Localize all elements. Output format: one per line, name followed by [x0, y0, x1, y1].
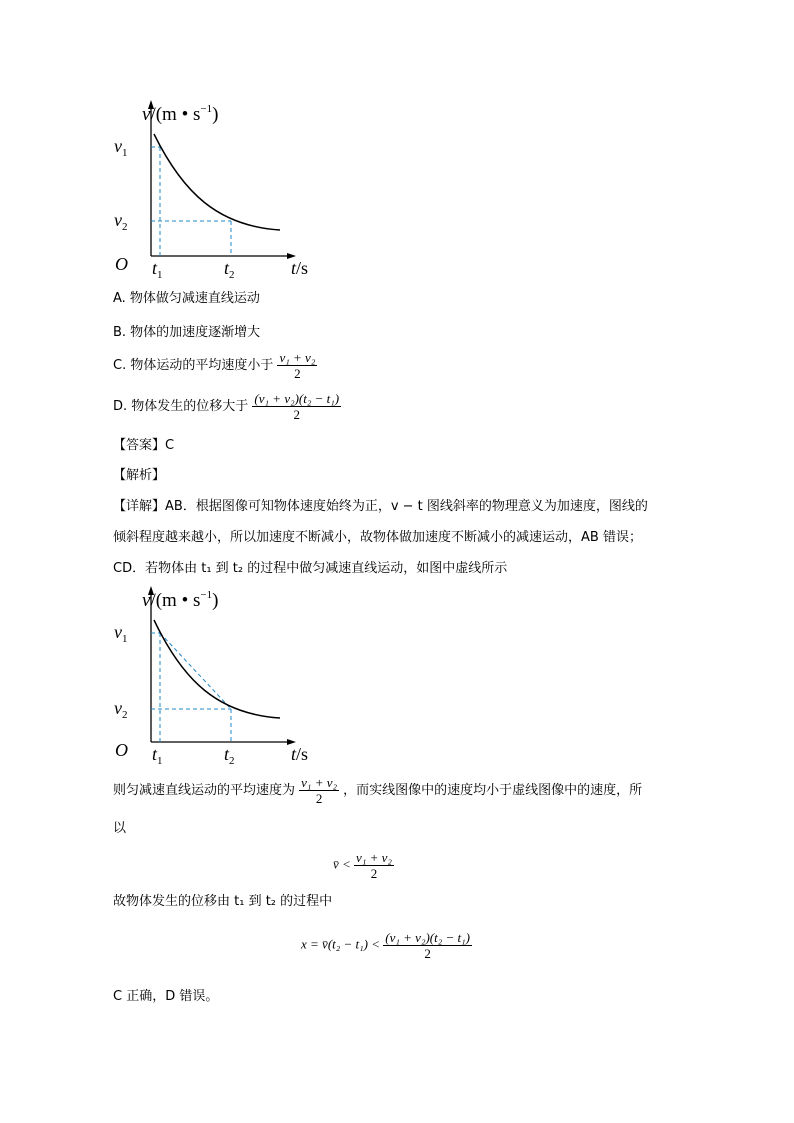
- t2-label: $t_2$: [224, 744, 235, 767]
- option-c-denominator: 2: [294, 366, 301, 381]
- answer-line: [113, 437, 174, 455]
- v1-label: $v_1$: [114, 622, 128, 645]
- v2-label: $v_2$: [114, 698, 128, 721]
- detail-line-5: 以: [113, 821, 127, 836]
- option-a: A. 物体做匀减速直线运动: [113, 291, 260, 306]
- velocity-time-graph-1: [108, 98, 328, 283]
- t1-label: $t_1$: [152, 258, 163, 281]
- t1-label: $t_1$: [152, 744, 163, 767]
- origin-label: O: [115, 740, 128, 760]
- t2-label: $t_2$: [224, 258, 235, 281]
- y-axis-label: v/(m • $s^{-1}$): [142, 103, 219, 125]
- detail-text-4-post: ，而实线图像中的速度均小于虚线图像中的速度，所: [343, 783, 643, 798]
- option-d: [113, 391, 341, 422]
- detail-line-4-numerator: v₁ + v₂: [301, 775, 338, 790]
- detail-line-4: [113, 775, 642, 806]
- equation-1-numerator: v₁ + v₂: [356, 850, 392, 865]
- uniform-deceleration-line: [160, 633, 231, 709]
- origin-label: O: [115, 254, 128, 274]
- detail-line-4-denominator: 2: [315, 791, 323, 806]
- detail-line-1: [113, 498, 648, 516]
- detail-line-4-fraction: [299, 775, 339, 806]
- option-d-text: D. 物体发生的位移大于: [113, 399, 249, 414]
- detail-line-6: 故物体发生的位移由 t₁ 到 t₂ 的过程中: [113, 894, 333, 909]
- answer-value: C: [165, 438, 175, 453]
- v2-label: $v_2$: [114, 210, 128, 233]
- v1-label: $v_1$: [114, 136, 128, 159]
- x-axis-label: t/s: [291, 258, 309, 278]
- equation-2-lhs: x = v̄(t₂ − t₁) <: [301, 936, 381, 952]
- y-axis-label: v/(m • $s^{-1}$): [142, 589, 219, 611]
- answer-label: 【答案】: [113, 438, 166, 453]
- equation-2: [301, 930, 472, 961]
- option-c: [113, 350, 317, 381]
- analysis-label: 【解析】: [113, 468, 166, 483]
- detail-label: 【详解】: [113, 499, 166, 514]
- option-d-denominator: 2: [293, 407, 301, 422]
- equation-1: [333, 850, 394, 881]
- option-d-fraction: [252, 391, 341, 422]
- equation-1-lhs: v̄ <: [333, 856, 351, 872]
- velocity-curve: [154, 134, 280, 230]
- option-c-fraction: [277, 350, 317, 381]
- option-d-numerator: (v₁ + v₂)(t₂ − t₁): [254, 391, 340, 406]
- option-c-numerator: v₁ + v₂: [279, 350, 316, 365]
- equation-2-numerator: (v₁ + v₂)(t₂ − t₁): [385, 930, 470, 945]
- detail-line-2: 倾斜程度越来越小，所以加速度不断减小，故物体做加速度不断减小的减速运动，AB 错误；: [113, 530, 642, 545]
- equation-1-denominator: 2: [370, 866, 378, 881]
- conclusion: C 正确，D 错误。: [113, 989, 219, 1004]
- equation-2-denominator: 2: [424, 946, 431, 961]
- detail-text-1: AB．根据图像可知物体速度始终为正，v − t 图线斜率的物理意义为加速度，图线的: [165, 499, 648, 514]
- detail-text-4-pre: 则匀减速直线运动的平均速度为: [113, 783, 296, 798]
- velocity-curve: [154, 620, 280, 718]
- equation-1-fraction: [354, 850, 394, 881]
- velocity-time-graph-2: [108, 584, 328, 769]
- equation-2-fraction: [383, 930, 472, 961]
- option-c-text: C. 物体运动的平均速度小于: [113, 358, 274, 373]
- detail-line-3: CD．若物体由 t₁ 到 t₂ 的过程中做匀减速直线运动，如图中虚线所示: [113, 561, 508, 576]
- option-b: B. 物体的加速度逐渐增大: [113, 325, 261, 340]
- x-axis-label: t/s: [291, 744, 309, 764]
